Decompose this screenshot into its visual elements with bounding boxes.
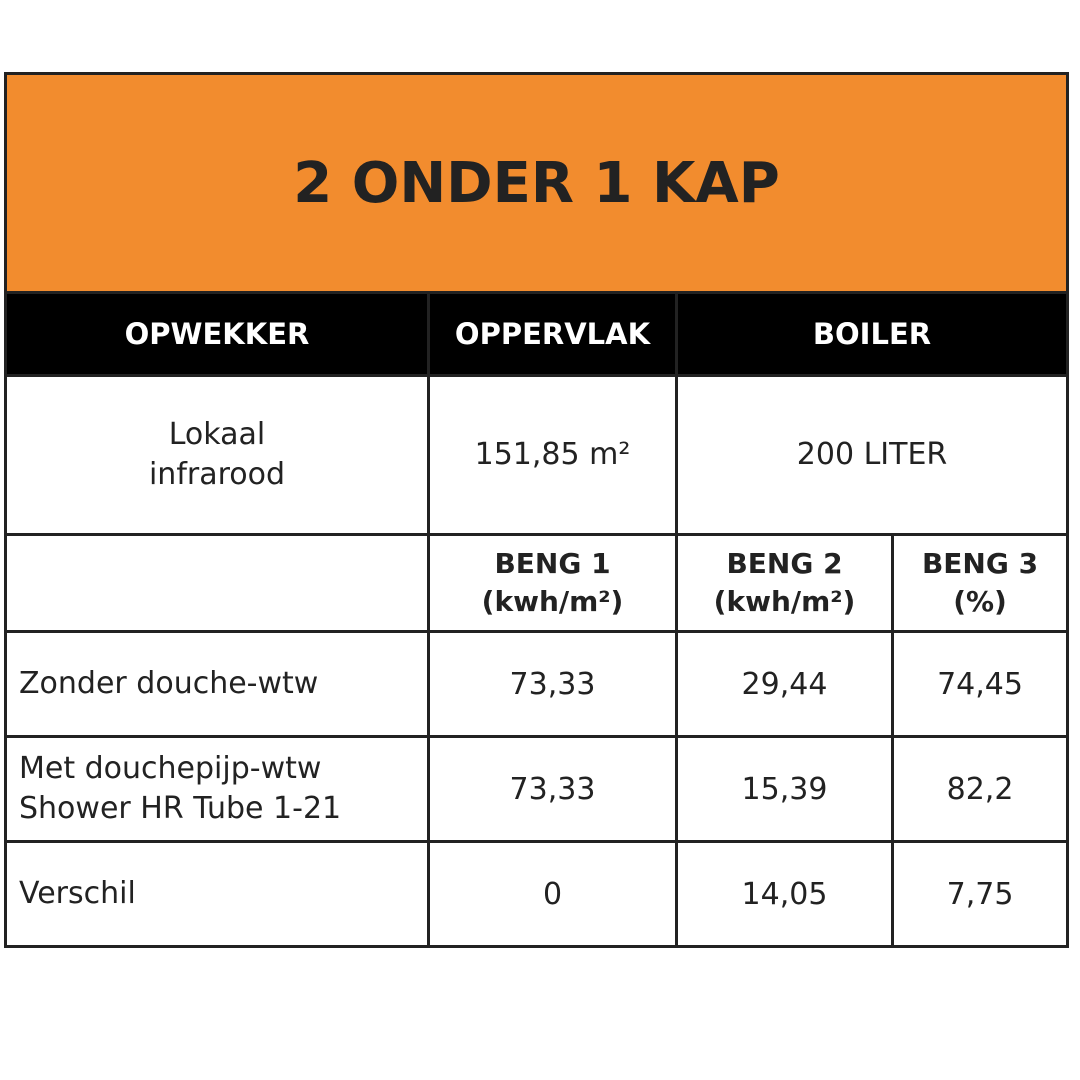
opwekker-value xyxy=(6,376,429,535)
beng-1-title: BENG 1 xyxy=(494,547,611,580)
boiler-value: 200 LITER xyxy=(677,376,1068,535)
beng-header-row xyxy=(6,535,1068,632)
beng-3-title: BENG 3 xyxy=(921,547,1039,580)
opwekker-line-1: Lokaal xyxy=(168,417,266,452)
beng-2-header xyxy=(677,535,893,632)
header-boiler: BOILER xyxy=(677,293,1068,376)
row-label-line: Zonder douche-wtw xyxy=(19,666,319,701)
oppervlak-value: 151,85 m² xyxy=(429,376,677,535)
title-row xyxy=(6,74,1068,293)
header-oppervlak: OPPERVLAK xyxy=(429,293,677,376)
header-row xyxy=(6,293,1068,376)
beng-3-unit: (%) xyxy=(953,585,1007,618)
row-label-line: Met douchepijp-wtw xyxy=(19,751,322,786)
row-label xyxy=(6,737,429,842)
table-row xyxy=(6,632,1068,737)
beng-3-header xyxy=(893,535,1068,632)
beng-2-value: 15,39 xyxy=(677,737,893,842)
beng-2-title: BENG 2 xyxy=(726,547,843,580)
beng-2-value: 29,44 xyxy=(677,632,893,737)
beng-1-value: 73,33 xyxy=(429,737,677,842)
beng-comparison-table xyxy=(4,72,1069,948)
table-row xyxy=(6,737,1068,842)
beng-1-header xyxy=(429,535,677,632)
beng-2-value: 14,05 xyxy=(677,842,893,947)
opwekker-line-2: infrarood xyxy=(148,457,286,492)
table-title: 2 ONDER 1 KAP xyxy=(6,74,1068,293)
header-opwekker: OPWEKKER xyxy=(6,293,429,376)
beng-1-unit: (kwh/m²) xyxy=(481,585,624,618)
beng-3-value: 74,45 xyxy=(893,632,1068,737)
row-label-line: Shower HR Tube 1-21 xyxy=(19,791,342,826)
beng-header-empty xyxy=(6,535,429,632)
beng-3-value: 7,75 xyxy=(893,842,1068,947)
beng-1-value: 73,33 xyxy=(429,632,677,737)
beng-3-value: 82,2 xyxy=(893,737,1068,842)
beng-1-value: 0 xyxy=(429,842,677,947)
row-label xyxy=(6,842,429,947)
table-row xyxy=(6,842,1068,947)
info-row xyxy=(6,376,1068,535)
beng-2-unit: (kwh/m²) xyxy=(713,585,856,618)
row-label-line: Verschil xyxy=(19,876,136,911)
row-label xyxy=(6,632,429,737)
